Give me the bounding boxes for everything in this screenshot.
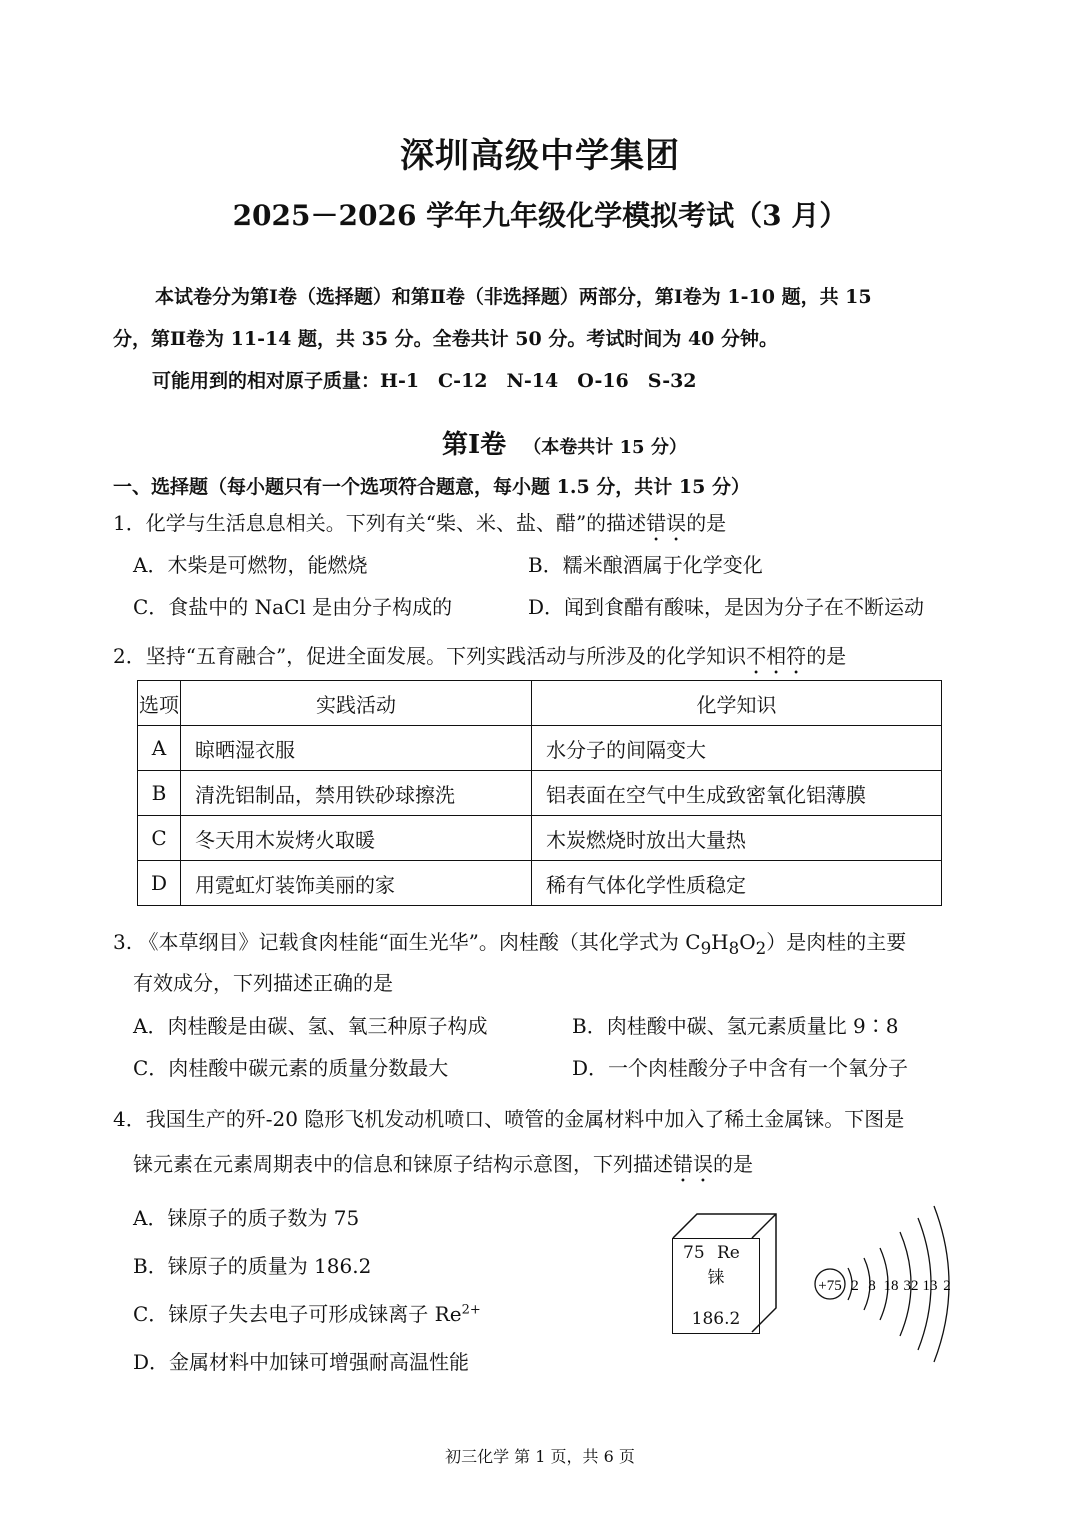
section-heading: 一、选择题（每小题只有一个选项符合题意，每小题 1.5 分，共计 15 分） [113,476,750,498]
row-option: A [138,726,181,771]
intro-line-1: 本试卷分为第Ⅰ卷（选择题）和第Ⅱ卷（非选择题）两部分，第Ⅰ卷为 1-10 题，共 15 [155,286,872,308]
school-title: 深圳高级中学集团 [400,136,680,176]
q4-option-c-text: C．铼原子失去电子可形成铼离子 Re [133,1302,462,1326]
intro-line-2: 分，第Ⅱ卷为 11-14 题，共 35 分。全卷共计 50 分。考试时间为 40 分钟。 [113,328,779,350]
row-knowledge: 稀有气体化学性质稳定 [532,861,942,906]
atom-structure-diagram [808,1200,968,1370]
element-name: 铼 [707,1268,725,1288]
q1-option-d: D．闻到食醋有酸味，是因为分子在不断运动 [528,595,925,619]
nucleus-charge: +75 [818,1278,842,1294]
q4-stem-line1: 4．我国生产的歼-20 隐形飞机发动机喷口、喷管的金属材料中加入了稀土金属铼。下图是 [113,1107,905,1131]
row-knowledge: 木炭燃烧时放出大量热 [532,816,942,861]
q3-option-b: B．肉桂酸中碳、氢元素质量比 9∶8 [572,1014,899,1038]
q2-stem-text: 2．坚持“五育融合”，促进全面发展。下列实践活动与所涉及的化学知识 [113,644,747,668]
formula-sub: 2 [755,939,767,958]
q1-option-a: A．木柴是可燃物，能燃烧 [133,553,368,577]
shell-electrons: 18 [883,1278,899,1294]
formula-sub: 9 [700,939,712,958]
table-row [138,861,942,906]
q1-option-b: B．糯米酿酒属于化学变化 [528,553,763,577]
q2-stem-end: 的是 [806,644,847,668]
q2-stem [113,640,846,679]
table-row [138,816,942,861]
q4-option-c [133,1298,481,1327]
q4-option-a: A．铼原子的质子数为 75 [133,1206,360,1230]
header-activity: 实践活动 [181,681,532,726]
row-activity: 清洗铝制品，禁用铁砂球擦洗 [181,771,532,816]
page-footer: 初三化学 第 1 页，共 6 页 [445,1447,635,1466]
q3-stem-line2: 有效成分，下列描述正确的是 [133,971,393,995]
row-activity: 晾晒湿衣服 [181,726,532,771]
q4-emphasis: 错误 [673,1152,713,1176]
q1-stem [113,507,726,546]
formula-sub: 8 [728,939,740,958]
row-knowledge: 铝表面在空气中生成致密氧化铝薄膜 [532,771,942,816]
row-activity: 用霓虹灯装饰美丽的家 [181,861,532,906]
table-header-row [138,681,942,726]
part-heading [442,424,687,461]
part-title: 第Ⅰ卷 [442,430,507,460]
atomic-masses: 可能用到的相对原子质量：H-1 C-12 N-14 O-16 S-32 [152,370,697,392]
q3-stem-text: 3. 《本草纲目》记载食肉桂能“面生光华”。肉桂酸（其化学式为 C [113,930,701,954]
shell-electrons: 13 [922,1278,938,1294]
row-knowledge: 水分子的间隔变大 [532,726,942,771]
ion-charge: 2+ [461,1302,481,1318]
shell-electrons: 2 [851,1278,859,1294]
q3-option-a: A．肉桂酸是由碳、氢、氧三种原子构成 [133,1014,488,1038]
q4-stem-end: 的是 [713,1152,753,1176]
q3-option-c: C．肉桂酸中碳元素的质量分数最大 [133,1056,449,1080]
header-option: 选项 [138,681,181,726]
q4-option-b: B．铼原子的质量为 186.2 [133,1254,372,1278]
q1-emphasis: 错误 [646,511,687,535]
element-cell [672,1238,760,1334]
element-symbol: Re [717,1243,740,1263]
shell-electrons: 8 [868,1278,876,1294]
row-option: D [138,861,181,906]
row-activity: 冬天用木炭烤火取暖 [181,816,532,861]
exam-title: 2025－2026 学年九年级化学模拟考试（3 月） [232,199,848,232]
q3-stem-end: ）是肉桂的主要 [766,930,907,954]
q4-stem-line2 [133,1148,753,1187]
table-row [138,726,942,771]
q3-stem [113,926,906,958]
row-option: B [138,771,181,816]
q3-option-d: D．一个肉桂酸分子中含有一个氧分子 [572,1056,909,1080]
formula-part: O [739,930,756,954]
row-option: C [138,816,181,861]
q4-stem-text: 铼元素在元素周期表中的信息和铼原子结构示意图，下列描述 [133,1152,673,1176]
q1-stem-text: 1．化学与生活息息相关。下列有关“柴、米、盐、醋”的描述 [113,511,647,535]
shell-electrons: 32 [903,1278,919,1294]
q2-emphasis: 不相符 [746,644,807,668]
atomic-number: 75 [683,1243,705,1263]
atomic-mass: 186.2 [691,1309,741,1329]
part-note: （本卷共计 15 分） [523,437,687,458]
table-row [138,771,942,816]
q1-stem-end: 的是 [686,511,727,535]
shell-electrons: 2 [943,1278,951,1294]
q4-option-d: D．金属材料中加铼可增强耐高温性能 [133,1350,470,1374]
q2-table [137,680,942,906]
header-knowledge: 化学知识 [532,681,942,726]
q1-option-c: C．食盐中的 NaCl 是由分子构成的 [133,595,453,619]
formula-part: H [711,930,729,954]
